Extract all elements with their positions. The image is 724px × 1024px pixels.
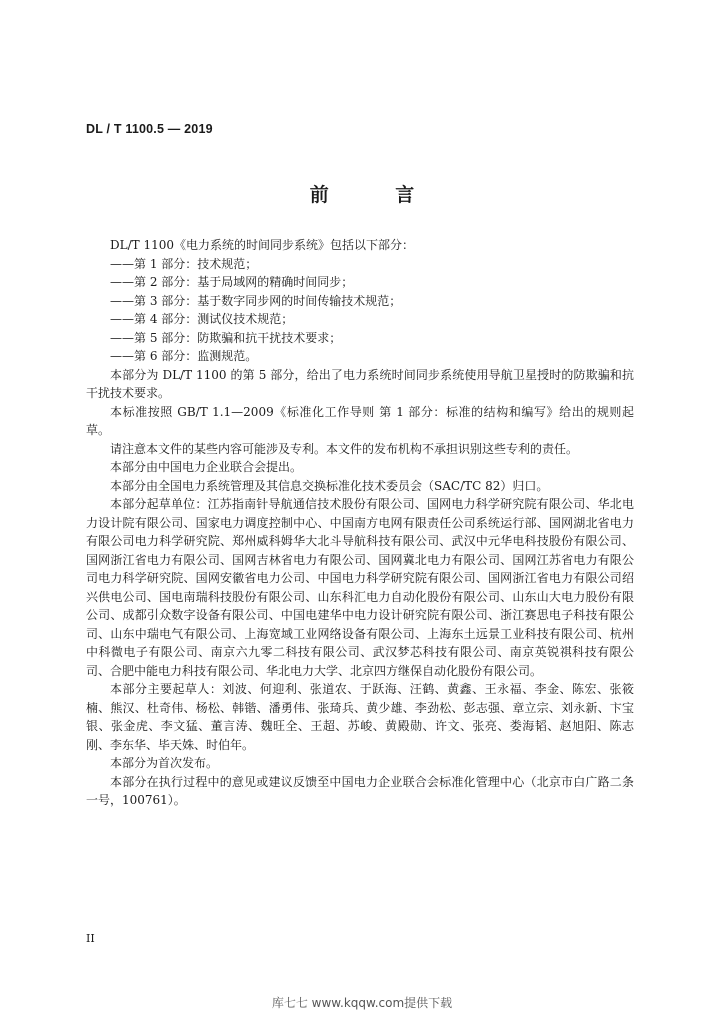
paragraph: 本部分起草单位：江苏指南针导航通信技术股份有限公司、国网电力科学研究院有限公司、华北电力设计院有限公司、国家电力调度控制中心、中国南方电网有限责任公司系统运行部、国网湖北省电力有限公司电力科学研究院、郑州威科姆华大北斗导航科技有限公司、武汉中元华电科技股份有限公司、国网浙江省电力有限公司、国网吉林省电力有限公司、国网冀北电力有限公司、国网江苏省电力有限公司电力科学研究院、国网安徽省电力公司、中国电力科学研究院有限公司、国网浙江省电力有限公司绍兴供电公司、国电南瑞科技股份有限公司、山东科汇电力自动化股份有限公司、山东山大电力股份有限公司、成都引众数字设备有限公司、中国电建华中电力设计研究院有限公司、浙江赛思电子科技有限公司、山东中瑞电气有限公司、上海宽域工业网络设备有限公司、上海东土远景工业科技有限公司、杭州中科微电子有限公司、南京六九零二科技有限公司、武汉梦芯科技有限公司、南京英锐祺科技有限公司、合肥中能电力科技有限公司、华北电力大学、北京四方继保自动化股份有限公司。 <box>86 497 634 678</box>
list-item: ——第 3 部分：基于数字同步网的时间传输技术规范； <box>110 293 402 308</box>
download-footer: 库七七 www.kqqw.com提供下载 <box>271 996 453 1010</box>
paragraph: 本部分为 DL/T 1100 的第 5 部分，给出了电力系统时间同步系统使用导航卫星授时的防欺骗和抗干扰技术要求。 <box>86 367 634 400</box>
paragraph: 本部分主要起草人：刘波、何迎利、张道农、于跃海、汪鹤、黄鑫、王永福、李金、陈宏、张筱楠、熊汉、杜奇伟、杨松、韩锴、潘勇伟、张琦兵、黄少雄、李劲松、彭志强、章立宗、刘永新、卞宝银、张金虎、李文猛、董言涛、魏旺全、王超、苏峻、黄殿勋、许文、张亮、娄海韬、赵旭阳、陈志刚、李东华、毕天姝、时伯年。 <box>86 682 634 752</box>
list-item: ——第 1 部分：技术规范； <box>110 256 258 271</box>
list-item: ——第 2 部分：基于局域网的精确时间同步； <box>110 275 354 289</box>
paragraph: DL/T 1100《电力系统的时间同步系统》包括以下部分： <box>110 238 414 252</box>
page-number: II <box>86 932 95 945</box>
section-title: 前 言 <box>309 184 445 206</box>
list-item: ——第 6 部分：监测规范。 <box>110 349 258 363</box>
list-item: ——第 4 部分：测试仪技术规范； <box>110 312 294 326</box>
paragraph: 本标准按照 GB/T 1.1—2009《标准化工作导则 第 1 部分：标准的结构和编写》给出的规则起草。 <box>86 404 634 437</box>
paragraph: 本部分为首次发布。 <box>110 756 219 770</box>
list-item: ——第 5 部分：防欺骗和抗干扰技术要求； <box>110 330 342 345</box>
body-text <box>86 236 634 810</box>
paragraph: 请注意本文件的某些内容可能涉及专利。本文件的发布机构不承担识别这些专利的责任。 <box>110 441 579 456</box>
paragraph: 本部分在执行过程中的意见或建议反馈至中国电力企业联合会标准化管理中心（北京市白广路二条一号，100761）。 <box>86 774 634 807</box>
document-code: DL / T 1100.5 — 2019 <box>86 122 213 136</box>
paragraph: 本部分由全国电力系统管理及其信息交换标准化技术委员会（SAC/TC 82）归口。 <box>110 478 549 493</box>
paragraph: 本部分由中国电力企业联合会提出。 <box>110 460 303 474</box>
